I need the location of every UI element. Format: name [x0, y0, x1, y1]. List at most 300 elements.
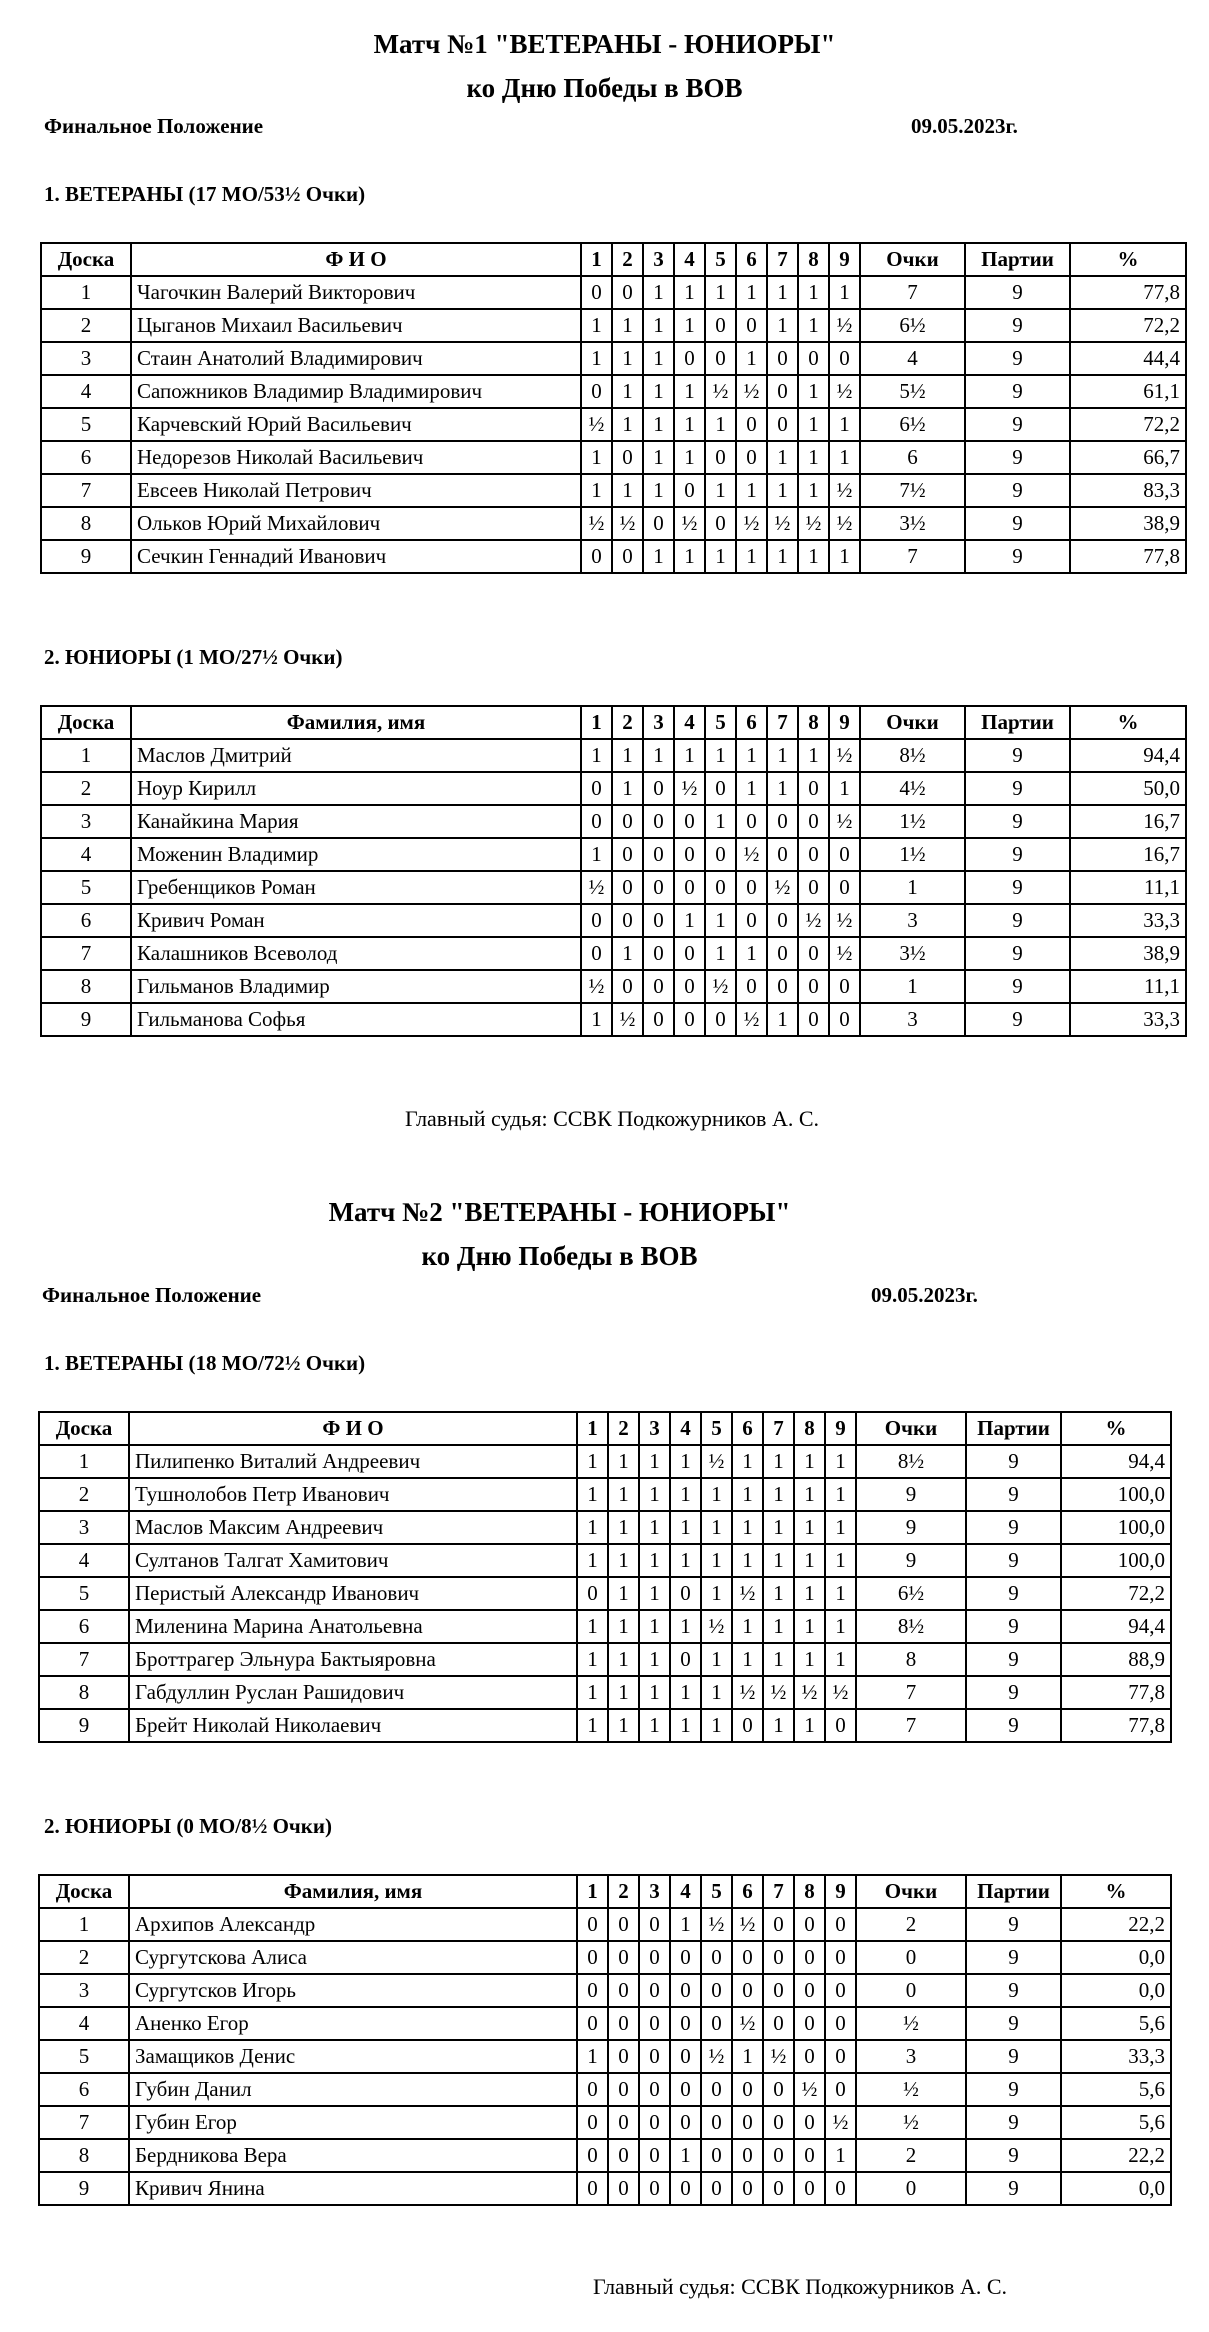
points-cell: 1½ [860, 838, 965, 871]
result-cell: 1 [794, 1445, 825, 1478]
result-cell: 0 [577, 2073, 608, 2106]
result-cell: 1 [829, 772, 860, 805]
result-cell: 1 [639, 1676, 670, 1709]
table-row [41, 474, 1186, 507]
result-cell: 0 [705, 772, 736, 805]
match-title: Матч №1 "ВЕТЕРАНЫ - ЮНИОРЫ" [373, 29, 836, 59]
table-row [41, 507, 1186, 540]
result-cell: ½ [736, 375, 767, 408]
result-cell: 1 [670, 1676, 701, 1709]
points-cell: 3 [860, 1003, 965, 1036]
games-cell: 9 [965, 375, 1070, 408]
result-cell: 0 [825, 2073, 856, 2106]
result-cell: 1 [608, 1709, 639, 1742]
result-cell: 1 [829, 441, 860, 474]
result-cell: 1 [639, 1577, 670, 1610]
result-cell: 0 [767, 375, 798, 408]
match-date: 09.05.2023г. [911, 114, 1018, 138]
player-name-cell: Моженин Владимир [131, 838, 581, 871]
result-cell: ½ [701, 1610, 732, 1643]
team-heading: 2. ЮНИОРЫ (1 МО/27½ Очки) [44, 645, 343, 669]
points-cell: 7 [856, 1709, 966, 1742]
points-cell: 3½ [860, 507, 965, 540]
result-cell: 0 [612, 805, 643, 838]
player-name-cell: Маслов Дмитрий [131, 739, 581, 772]
result-cell: 1 [674, 375, 705, 408]
percent-cell: 88,9 [1061, 1643, 1171, 1676]
games-cell: 9 [966, 1445, 1061, 1478]
board-cell: 8 [41, 970, 131, 1003]
board-cell: 2 [41, 772, 131, 805]
result-cell: 0 [612, 838, 643, 871]
column-header: Доска [41, 706, 131, 739]
board-cell: 7 [41, 937, 131, 970]
player-name-cell: Габдуллин Руслан Рашидович [129, 1676, 577, 1709]
games-cell: 9 [966, 2073, 1061, 2106]
board-cell: 3 [39, 1511, 129, 1544]
result-cell: 0 [643, 838, 674, 871]
points-cell: 7½ [860, 474, 965, 507]
result-cell: 0 [798, 871, 829, 904]
result-cell: 1 [732, 1544, 763, 1577]
result-cell: 1 [643, 342, 674, 375]
result-cell: 0 [581, 937, 612, 970]
result-cell: 0 [581, 772, 612, 805]
player-name-cell: Ноур Кирилл [131, 772, 581, 805]
points-cell: 6½ [860, 408, 965, 441]
result-cell: 1 [825, 1511, 856, 1544]
table-row [41, 838, 1186, 871]
result-cell: ½ [825, 2106, 856, 2139]
standing-label: Финальное Положение [44, 114, 264, 138]
result-cell: 1 [608, 1643, 639, 1676]
table-row [39, 1676, 1171, 1709]
result-cell: 1 [612, 739, 643, 772]
result-cell: 1 [798, 408, 829, 441]
result-cell: 1 [794, 1643, 825, 1676]
result-cell: ½ [701, 2040, 732, 2073]
result-cell: 1 [732, 2040, 763, 2073]
result-cell: 1 [705, 937, 736, 970]
games-cell: 9 [965, 441, 1070, 474]
player-name-cell: Тушнолобов Петр Иванович [129, 1478, 577, 1511]
result-cell: 1 [736, 540, 767, 573]
column-header: Очки [860, 706, 965, 739]
result-cell: 1 [577, 2040, 608, 2073]
games-cell: 9 [966, 1676, 1061, 1709]
column-header: 1 [577, 1875, 608, 1908]
result-cell: ½ [612, 507, 643, 540]
games-cell: 9 [965, 970, 1070, 1003]
result-cell: 1 [643, 739, 674, 772]
player-name-cell: Цыганов Михаил Васильевич [131, 309, 581, 342]
result-cell: ½ [732, 1676, 763, 1709]
column-header: 9 [825, 1412, 856, 1445]
result-cell: 0 [701, 1974, 732, 2007]
result-cell: 0 [608, 2139, 639, 2172]
result-cell: 0 [732, 2172, 763, 2205]
result-cell: 0 [798, 970, 829, 1003]
result-cell: 0 [767, 805, 798, 838]
result-cell: 1 [825, 1610, 856, 1643]
result-cell: 1 [794, 1610, 825, 1643]
result-cell: 0 [639, 2007, 670, 2040]
points-cell: 9 [856, 1544, 966, 1577]
result-cell: 0 [705, 871, 736, 904]
table-row [41, 805, 1186, 838]
column-header: 8 [794, 1412, 825, 1445]
points-cell: 9 [856, 1511, 966, 1544]
result-cell: 1 [794, 1577, 825, 1610]
result-cell: 1 [705, 540, 736, 573]
result-cell: 1 [701, 1643, 732, 1676]
result-cell: 1 [577, 1610, 608, 1643]
result-cell: 0 [639, 2040, 670, 2073]
result-cell: 0 [577, 2007, 608, 2040]
result-cell: 1 [639, 1544, 670, 1577]
table-row [41, 408, 1186, 441]
result-cell: 1 [670, 2139, 701, 2172]
result-cell: 0 [763, 1941, 794, 1974]
result-cell: 1 [701, 1511, 732, 1544]
result-cell: 0 [670, 2172, 701, 2205]
result-cell: 0 [577, 2106, 608, 2139]
games-cell: 9 [966, 1941, 1061, 1974]
table-row [39, 1445, 1171, 1478]
column-header: Очки [860, 243, 965, 276]
result-cell: 1 [701, 1709, 732, 1742]
percent-cell: 66,7 [1070, 441, 1186, 474]
points-cell: 3 [856, 2040, 966, 2073]
result-cell: 1 [763, 1610, 794, 1643]
percent-cell: 0,0 [1061, 1941, 1171, 1974]
player-name-cell: Замащиков Денис [129, 2040, 577, 2073]
result-cell: 0 [674, 1003, 705, 1036]
result-cell: ½ [581, 408, 612, 441]
points-cell: 0 [856, 1974, 966, 2007]
player-name-cell: Карчевский Юрий Васильевич [131, 408, 581, 441]
result-cell: 1 [794, 1511, 825, 1544]
result-cell: 0 [608, 1941, 639, 1974]
board-cell: 4 [39, 2007, 129, 2040]
board-cell: 5 [41, 871, 131, 904]
result-cell: ½ [763, 1676, 794, 1709]
result-cell: 1 [581, 441, 612, 474]
result-cell: 1 [736, 937, 767, 970]
result-cell: 1 [825, 1445, 856, 1478]
result-cell: 0 [674, 871, 705, 904]
result-cell: ½ [829, 739, 860, 772]
column-header: Фамилия, имя [129, 1875, 577, 1908]
result-cell: 1 [577, 1643, 608, 1676]
result-cell: 1 [767, 772, 798, 805]
result-cell: 0 [577, 1577, 608, 1610]
result-cell: 1 [643, 309, 674, 342]
games-cell: 9 [965, 805, 1070, 838]
result-cell: 0 [763, 2139, 794, 2172]
result-cell: 0 [705, 1003, 736, 1036]
result-cell: 1 [732, 1643, 763, 1676]
games-cell: 9 [965, 904, 1070, 937]
points-cell: 8½ [856, 1610, 966, 1643]
player-name-cell: Губин Егор [129, 2106, 577, 2139]
column-header: % [1061, 1875, 1171, 1908]
result-cell: 1 [763, 1544, 794, 1577]
result-cell: 0 [639, 2106, 670, 2139]
result-cell: 1 [581, 1003, 612, 1036]
result-cell: 1 [639, 1478, 670, 1511]
table-row [39, 1941, 1171, 1974]
player-name-cell: Архипов Александр [129, 1908, 577, 1941]
result-cell: 1 [736, 276, 767, 309]
points-cell: 2 [856, 2139, 966, 2172]
percent-cell: 77,8 [1070, 540, 1186, 573]
judge-line: Главный судья: ССВК Подкожурников А. С. [593, 2274, 1008, 2299]
player-name-cell: Канайкина Мария [131, 805, 581, 838]
result-cell: 0 [798, 838, 829, 871]
board-cell: 9 [39, 2172, 129, 2205]
result-cell: 1 [581, 309, 612, 342]
result-cell: 1 [705, 474, 736, 507]
column-header: 9 [825, 1875, 856, 1908]
column-header: Доска [41, 243, 131, 276]
player-name-cell: Калашников Всеволод [131, 937, 581, 970]
result-cell: 1 [705, 805, 736, 838]
column-header: 2 [612, 706, 643, 739]
result-cell: 1 [798, 375, 829, 408]
result-cell: 0 [794, 1974, 825, 2007]
column-header: Партии [966, 1412, 1061, 1445]
column-header: 2 [608, 1875, 639, 1908]
result-cell: 0 [670, 1941, 701, 1974]
points-cell: ½ [856, 2007, 966, 2040]
player-name-cell: Перистый Александр Иванович [129, 1577, 577, 1610]
result-cell: 1 [577, 1511, 608, 1544]
result-cell: 1 [670, 1908, 701, 1941]
result-cell: 1 [612, 772, 643, 805]
result-cell: 0 [701, 2139, 732, 2172]
result-cell: ½ [674, 772, 705, 805]
table-row [41, 937, 1186, 970]
player-name-cell: Пилипенко Виталий Андреевич [129, 1445, 577, 1478]
percent-cell: 94,4 [1061, 1610, 1171, 1643]
result-cell: ½ [701, 1908, 732, 1941]
result-cell: ½ [581, 871, 612, 904]
result-cell: 1 [825, 1643, 856, 1676]
column-header: Ф И О [131, 243, 581, 276]
result-cell: ½ [794, 2073, 825, 2106]
column-header: 1 [581, 706, 612, 739]
games-cell: 9 [965, 739, 1070, 772]
result-cell: 0 [674, 970, 705, 1003]
column-header: 2 [608, 1412, 639, 1445]
result-cell: 0 [763, 2007, 794, 2040]
result-cell: 0 [825, 1941, 856, 1974]
result-cell: ½ [767, 507, 798, 540]
board-cell: 6 [39, 2073, 129, 2106]
team-heading: 1. ВЕТЕРАНЫ (18 МО/72½ Очки) [44, 1351, 366, 1375]
result-cell: 1 [674, 540, 705, 573]
games-cell: 9 [966, 2172, 1061, 2205]
result-cell: 0 [794, 1908, 825, 1941]
result-cell: 0 [829, 838, 860, 871]
player-name-cell: Маслов Максим Андреевич [129, 1511, 577, 1544]
points-cell: 0 [856, 1941, 966, 1974]
result-cell: 0 [705, 507, 736, 540]
result-cell: 0 [767, 408, 798, 441]
games-cell: 9 [965, 474, 1070, 507]
match-subtitle: ко Дню Победы в ВОВ [466, 73, 743, 103]
result-cell: 1 [767, 309, 798, 342]
match-date: 09.05.2023г. [871, 1283, 978, 1307]
result-cell: 1 [825, 1577, 856, 1610]
result-cell: 1 [581, 474, 612, 507]
result-cell: 0 [736, 970, 767, 1003]
result-cell: 0 [608, 1908, 639, 1941]
player-name-cell: Брейт Николай Николаевич [129, 1709, 577, 1742]
result-cell: 1 [608, 1676, 639, 1709]
result-cell: 1 [701, 1478, 732, 1511]
result-cell: 0 [767, 937, 798, 970]
points-cell: 1 [860, 970, 965, 1003]
results-table [40, 242, 1187, 574]
result-cell: 0 [674, 937, 705, 970]
result-cell: ½ [829, 805, 860, 838]
points-cell: 8 [856, 1643, 966, 1676]
percent-cell: 33,3 [1070, 1003, 1186, 1036]
result-cell: 1 [767, 474, 798, 507]
result-cell: 1 [736, 772, 767, 805]
games-cell: 9 [966, 2139, 1061, 2172]
table-row [39, 2172, 1171, 2205]
result-cell: 0 [612, 276, 643, 309]
board-cell: 2 [41, 309, 131, 342]
result-cell: 0 [732, 2106, 763, 2139]
result-cell: 0 [608, 2073, 639, 2106]
result-cell: 0 [581, 805, 612, 838]
result-cell: 0 [825, 2172, 856, 2205]
result-cell: 1 [736, 474, 767, 507]
result-cell: 0 [639, 1941, 670, 1974]
result-cell: 1 [670, 1709, 701, 1742]
column-header: 4 [670, 1875, 701, 1908]
result-cell: ½ [829, 474, 860, 507]
column-header: 3 [643, 706, 674, 739]
result-cell: 0 [736, 904, 767, 937]
result-cell: ½ [829, 507, 860, 540]
result-cell: 0 [767, 342, 798, 375]
percent-cell: 5,6 [1061, 2073, 1171, 2106]
results-table [38, 1411, 1172, 1743]
result-cell: 0 [736, 408, 767, 441]
result-cell: 0 [701, 2073, 732, 2106]
result-cell: 0 [794, 2106, 825, 2139]
result-cell: 0 [608, 2007, 639, 2040]
result-cell: 0 [736, 805, 767, 838]
column-header: 8 [794, 1875, 825, 1908]
points-cell: 7 [860, 540, 965, 573]
result-cell: 0 [763, 2073, 794, 2106]
result-cell: ½ [798, 904, 829, 937]
games-cell: 9 [966, 1544, 1061, 1577]
percent-cell: 11,1 [1070, 871, 1186, 904]
table-row [39, 2106, 1171, 2139]
table-row [41, 540, 1186, 573]
result-cell: 0 [670, 1974, 701, 2007]
result-cell: 0 [639, 1908, 670, 1941]
percent-cell: 77,8 [1061, 1709, 1171, 1742]
player-name-cell: Недорезов Николай Васильевич [131, 441, 581, 474]
result-cell: 1 [674, 904, 705, 937]
result-cell: 0 [829, 871, 860, 904]
table-header-row [41, 706, 1186, 739]
table-row [41, 772, 1186, 805]
result-cell: 1 [701, 1676, 732, 1709]
result-cell: 1 [705, 408, 736, 441]
result-cell: 1 [643, 375, 674, 408]
result-cell: 0 [581, 904, 612, 937]
board-cell: 8 [41, 507, 131, 540]
board-cell: 3 [39, 1974, 129, 2007]
result-cell: 1 [608, 1478, 639, 1511]
points-cell: 1½ [860, 805, 965, 838]
result-cell: 1 [670, 1478, 701, 1511]
table-row [41, 970, 1186, 1003]
player-name-cell: Гильманова Софья [131, 1003, 581, 1036]
table-row [41, 309, 1186, 342]
board-cell: 8 [39, 2139, 129, 2172]
result-cell: 1 [798, 441, 829, 474]
result-cell: 0 [763, 2106, 794, 2139]
result-cell: ½ [674, 507, 705, 540]
table-row [41, 276, 1186, 309]
percent-cell: 0,0 [1061, 1974, 1171, 2007]
board-cell: 6 [41, 441, 131, 474]
result-cell: 0 [705, 309, 736, 342]
result-cell: 1 [639, 1511, 670, 1544]
player-name-cell: Аненко Егор [129, 2007, 577, 2040]
table-row [39, 1577, 1171, 1610]
result-cell: 0 [767, 970, 798, 1003]
percent-cell: 38,9 [1070, 937, 1186, 970]
result-cell: 1 [643, 408, 674, 441]
result-cell: 0 [732, 2073, 763, 2106]
games-cell: 9 [965, 772, 1070, 805]
result-cell: ½ [612, 1003, 643, 1036]
points-cell: 9 [856, 1478, 966, 1511]
board-cell: 2 [39, 1478, 129, 1511]
table-row [39, 1511, 1171, 1544]
result-cell: 1 [643, 474, 674, 507]
column-header: Доска [39, 1412, 129, 1445]
result-cell: 0 [701, 2172, 732, 2205]
board-cell: 9 [41, 1003, 131, 1036]
result-cell: 1 [608, 1610, 639, 1643]
board-cell: 8 [39, 1676, 129, 1709]
board-cell: 4 [41, 375, 131, 408]
games-cell: 9 [966, 2040, 1061, 2073]
result-cell: 1 [825, 1544, 856, 1577]
column-header: 7 [763, 1875, 794, 1908]
result-cell: 1 [577, 1544, 608, 1577]
points-cell: 6½ [856, 1577, 966, 1610]
result-cell: 0 [829, 1003, 860, 1036]
result-cell: 0 [701, 1941, 732, 1974]
table-row [41, 1003, 1186, 1036]
result-cell: 0 [608, 2040, 639, 2073]
result-cell: 1 [674, 739, 705, 772]
result-cell: 1 [763, 1709, 794, 1742]
